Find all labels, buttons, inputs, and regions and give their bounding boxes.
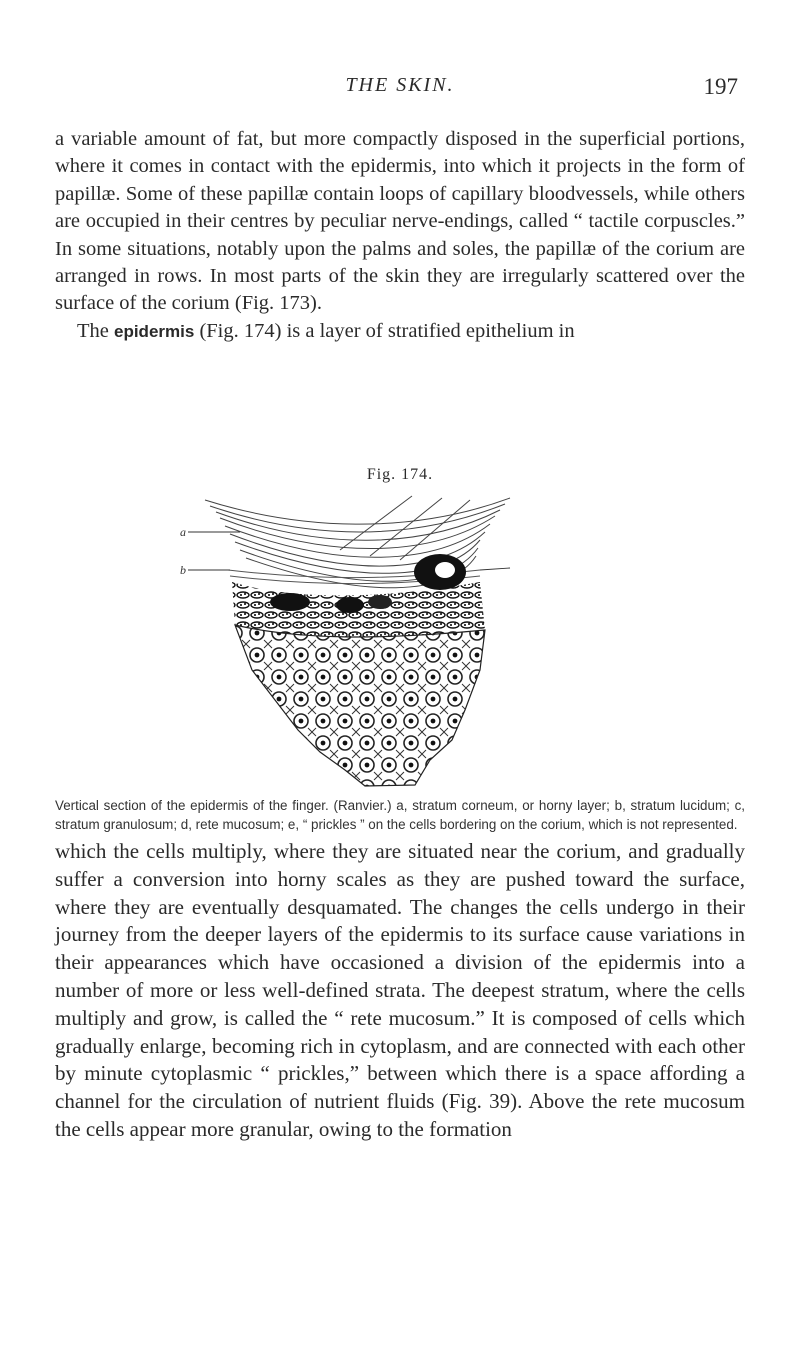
page-header	[0, 74, 800, 104]
running-title: THE SKIN.	[345, 74, 455, 96]
paragraph-strata: which the cells multiply, where they are situated near the corium, and gradually suffer a conversion into horny scales as they are pushed toward the surface, where they are eventually desquamated. The changes the cells undergo in their journey from the deeper layers of the epidermis to its surface cause variations in their appearances which have occasioned a division of the epidermis into a number of more or less well-defined strata. The deepest stratum, where the cells multiply and grow, is called the “ rete mucosum.” It is composed of cells which gradually enlarge, becoming rich in cytoplasm, and are connected with each other by minute cytoplasmic “ prickles,” between which there is a space affording a channel for the circulation of nutrient fluids (Fig. 39). Above the rete mucosum the cells appear more granular, owing to the formation	[55, 839, 745, 1141]
paragraph-corium: a variable amount of fat, but more compactly disposed in the superficial portions, where it comes in contact with the epidermis, into which it projects in the form of papillæ. Some of these papillæ contain loops of capillary bloodvessels, while others are occupied in their centres by peculiar nerve-endings, called “ tactile corpuscles.” In some situations, notably upon the palms and soles, the papillæ of the corium are arranged in rows. In most parts of the skin they are irregularly scattered over the surface of the corium (Fig. 173).	[55, 128, 745, 315]
paragraph-epidermis-after: (Fig. 174) is a layer of stratified epithelium in	[194, 319, 575, 342]
rete-mucosum	[235, 625, 485, 786]
paragraph-epidermis-before: The	[77, 319, 114, 342]
figure-letter-b: b	[180, 563, 186, 577]
figure-letter-a: a	[180, 525, 186, 539]
epidermis-illustration	[180, 490, 620, 790]
figure-caption: Vertical section of the epidermis of the finger. (Ranvier.) a, stratum corneum, or horny layer; b, stratum lucidum; c, stratum granulosum; d, rete mucosum; e, “ prickles ” on the cells bordering on the corium, which is not represented.	[55, 798, 745, 832]
figure-epidermis-section	[180, 490, 620, 790]
upper-text	[55, 126, 745, 345]
page-number: 197	[703, 74, 738, 99]
term-epidermis: epidermis	[114, 321, 195, 341]
paragraph-epidermis-intro	[55, 318, 745, 345]
lower-text	[55, 838, 745, 1144]
figure-label: Fig. 174.	[366, 466, 434, 483]
